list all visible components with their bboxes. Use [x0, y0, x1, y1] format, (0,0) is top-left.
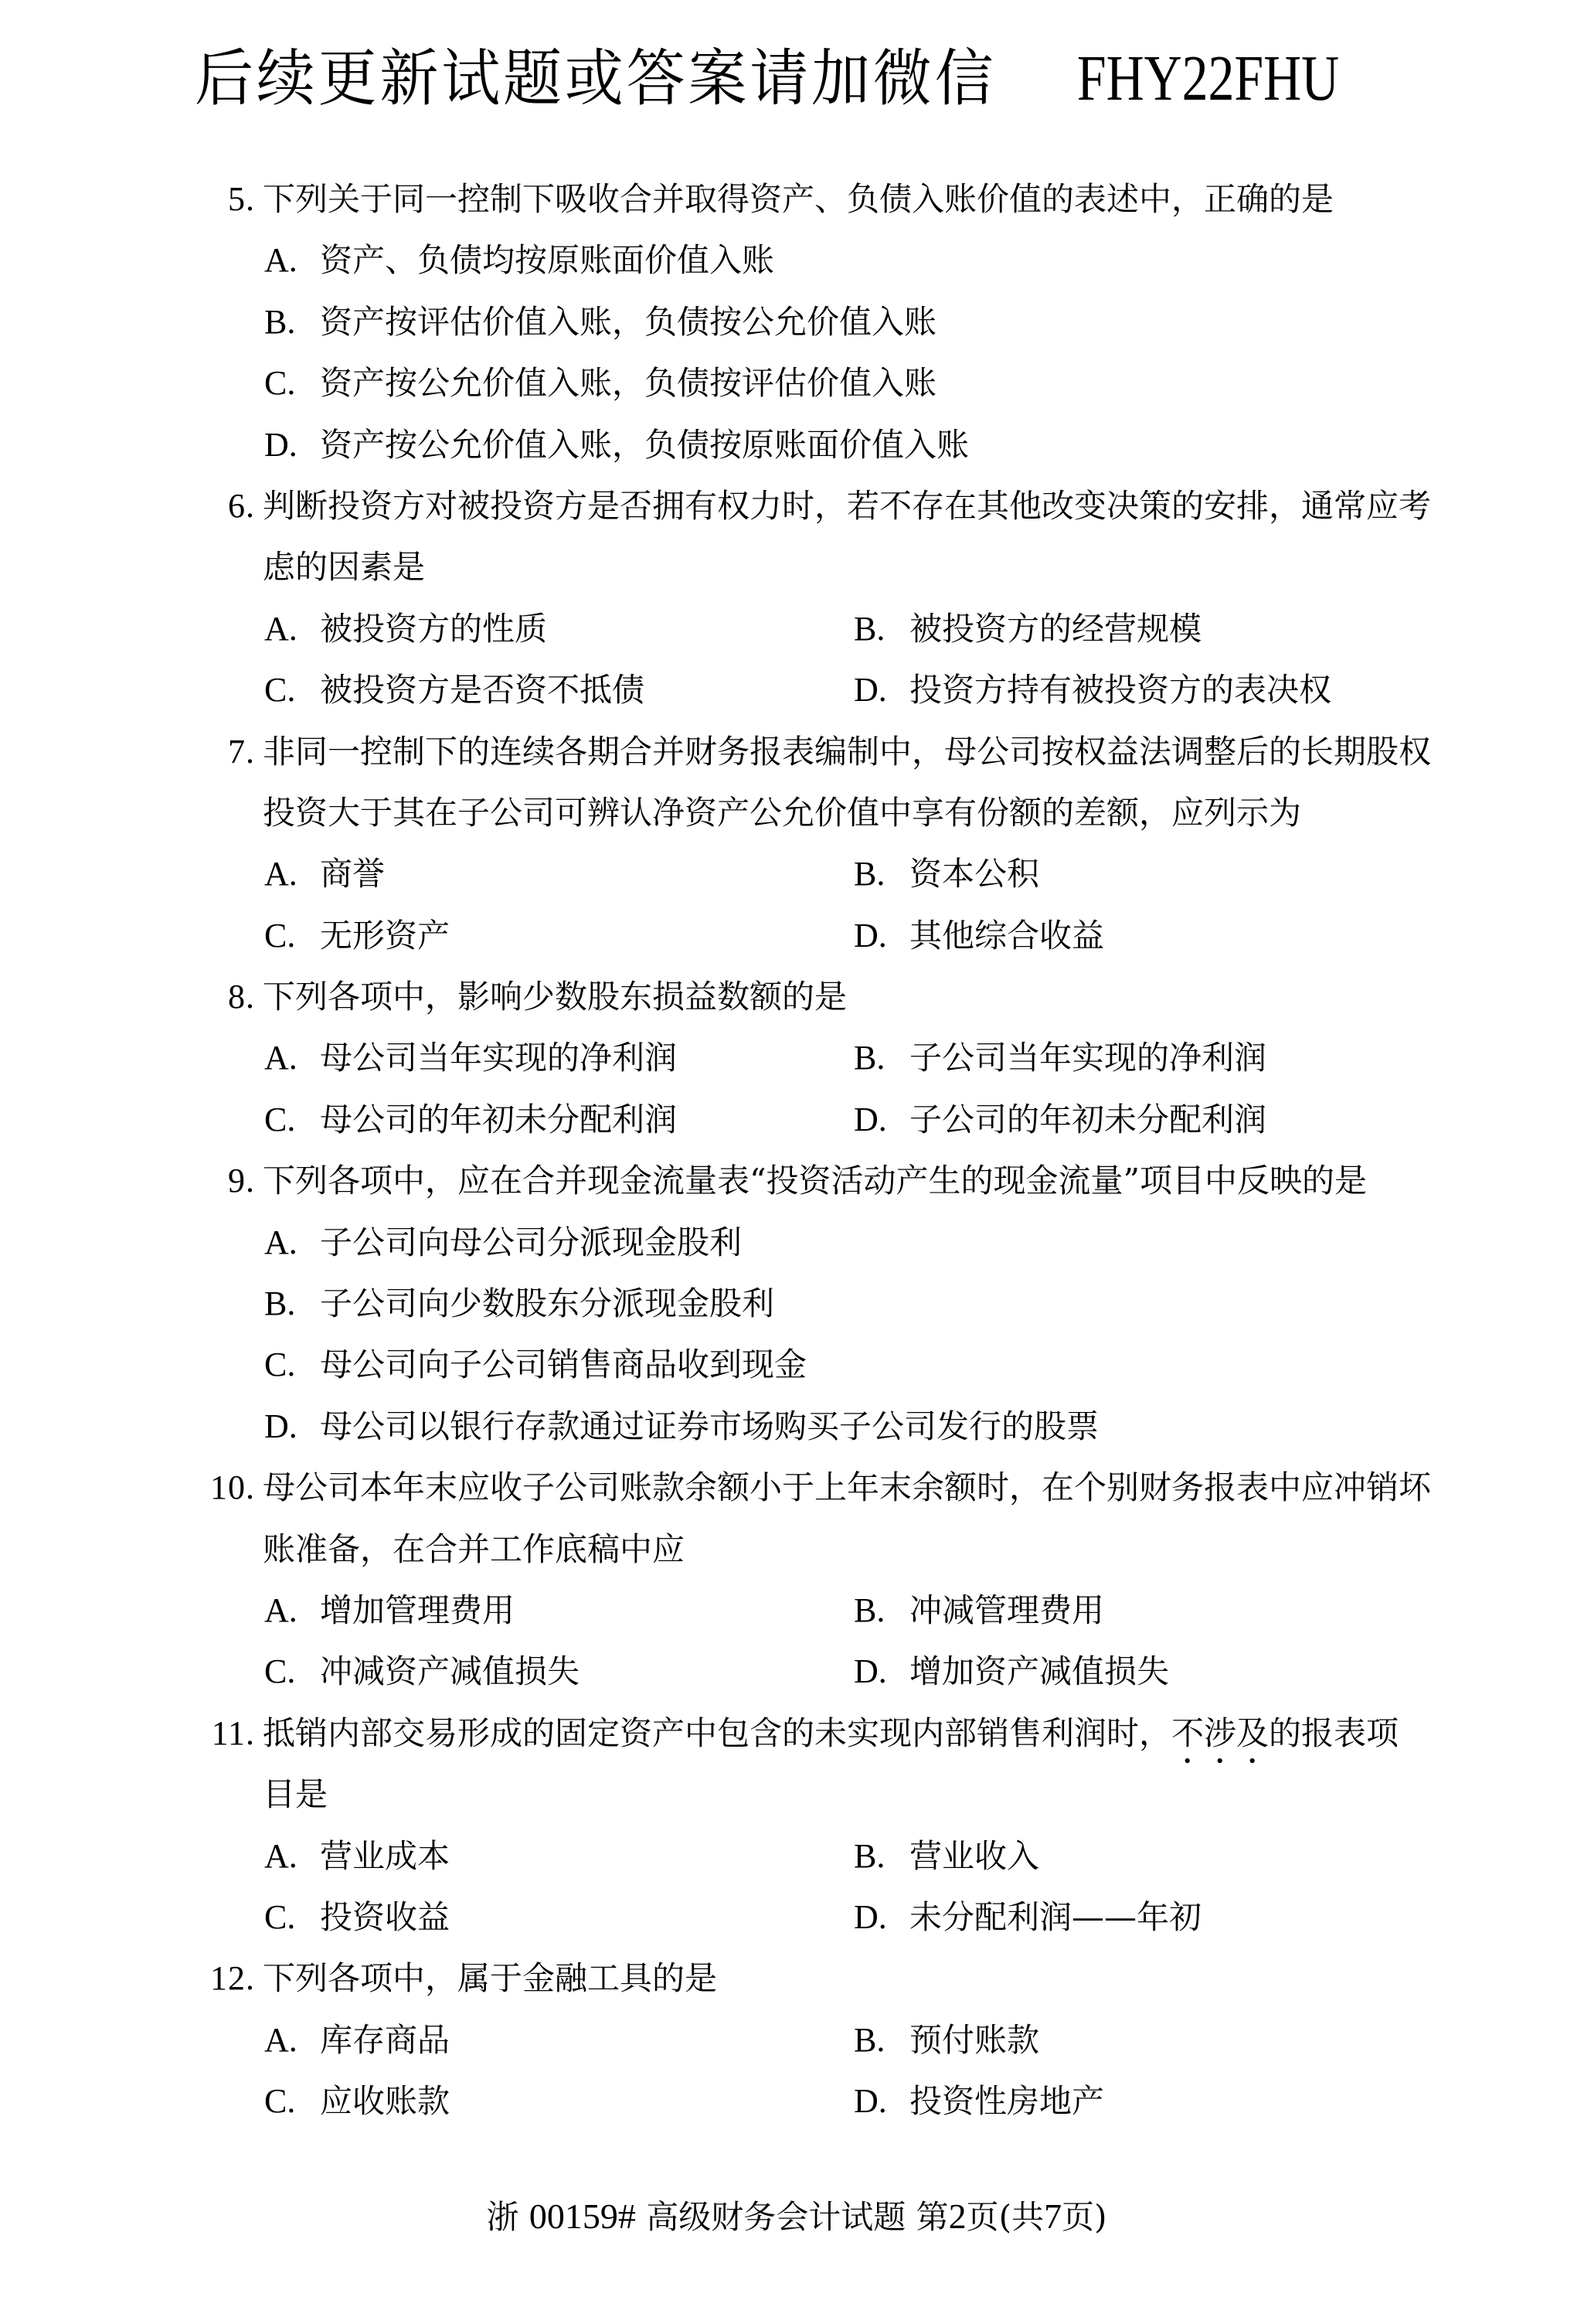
option-d — [854, 1641, 1169, 1702]
question-stem-continued: 虑的因素是 — [263, 548, 426, 587]
option-text: 库存商品 — [320, 2020, 450, 2059]
option-letter: B. — [854, 609, 885, 648]
question-12 — [0, 1948, 1584, 2009]
option-a — [264, 1027, 677, 1088]
option-text: 被投资方的经营规模 — [909, 609, 1202, 648]
option-letter: D. — [264, 1407, 297, 1445]
option-text: 母公司当年实现的净利润 — [320, 1039, 678, 1077]
option-text: 资产、负债均按原账面价值入账 — [320, 241, 775, 280]
question-number: 8. — [228, 978, 255, 1016]
option-b — [854, 598, 1202, 659]
option-text: 子公司向母公司分派现金股利 — [320, 1223, 743, 1261]
option-b — [854, 843, 1039, 904]
option-text: 投资方持有被投资方的表决权 — [909, 671, 1332, 709]
question-6 — [0, 475, 1584, 536]
option-b — [854, 1580, 1104, 1641]
option-text: 营业收入 — [909, 1836, 1040, 1875]
option-text: 未分配利润——年初 — [909, 1897, 1202, 1936]
question-9 — [0, 1150, 1584, 1211]
option-letter: C. — [264, 2082, 296, 2121]
question-number: 6. — [228, 486, 255, 525]
stem-part: 抵销内部交易形成的固定资产中包含的未实现内部销售利润时， — [263, 1713, 1172, 1752]
option-c — [264, 659, 644, 720]
option-letter: B. — [854, 1039, 885, 1077]
question-stem: 判断投资方对被投资方是否拥有权力时，若不存在其他改变决策的安排，通常应考 — [263, 486, 1432, 525]
question-10 — [0, 1457, 1584, 1518]
option-text: 子公司向少数股东分派现金股利 — [320, 1284, 775, 1323]
option-a — [264, 598, 547, 659]
option-letter: A. — [264, 1223, 297, 1261]
option-a — [264, 1212, 742, 1273]
option-d — [854, 1089, 1266, 1150]
option-c — [264, 352, 936, 413]
option-letter: D. — [854, 916, 887, 954]
question-11 — [0, 1703, 1584, 1764]
option-letter: B. — [264, 302, 296, 341]
option-text: 冲减管理费用 — [909, 1591, 1105, 1629]
option-text: 增加资产减值损失 — [909, 1652, 1170, 1691]
question-stem: 下列各项中，影响少数股东损益数额的是 — [263, 978, 848, 1016]
option-text: 投资性房地产 — [909, 2082, 1105, 2121]
option-d — [264, 414, 969, 475]
footer-course-name: 高级财务会计试题 — [646, 2198, 906, 2236]
option-letter: D. — [854, 1652, 887, 1691]
option-letter: C. — [264, 1100, 296, 1138]
option-letter: D. — [854, 1897, 887, 1936]
footer-province: 浙 — [486, 2198, 519, 2236]
option-letter: A. — [264, 609, 297, 648]
option-text: 子公司的年初未分配利润 — [909, 1100, 1267, 1138]
question-stem-continued: 投资大于其在子公司可辨认净资产公允价值中享有份额的差额，应列示为 — [263, 793, 1302, 832]
option-text: 营业成本 — [320, 1836, 450, 1875]
option-c — [264, 1641, 580, 1702]
option-b — [854, 1027, 1266, 1088]
option-letter: A. — [264, 855, 297, 893]
option-letter: C. — [264, 1897, 296, 1936]
watermark-header — [195, 40, 1340, 117]
option-letter: C. — [264, 364, 296, 403]
footer-page-total: 7 — [1044, 2196, 1062, 2236]
option-text: 资本公积 — [909, 855, 1040, 893]
option-text: 子公司当年实现的净利润 — [909, 1039, 1267, 1077]
option-text: 冲减资产减值损失 — [320, 1652, 580, 1691]
question-number: 12. — [210, 1959, 255, 1998]
option-letter: A. — [264, 1039, 297, 1077]
option-text: 母公司向子公司销售商品收到现金 — [320, 1346, 807, 1384]
emphasized-text: 不涉及 — [1171, 1713, 1270, 1752]
option-letter: D. — [854, 671, 887, 709]
question-number: 9. — [228, 1162, 255, 1200]
question-stem-continued: 目是 — [263, 1775, 328, 1814]
option-text: 资产按评估价值入账，负债按公允价值入账 — [320, 302, 937, 341]
option-b — [854, 2009, 1039, 2071]
option-text: 资产按公允价值入账，负债按原账面价值入账 — [320, 425, 970, 464]
option-letter: C. — [264, 916, 296, 954]
question-stem — [263, 1703, 1399, 1771]
option-a — [264, 1580, 515, 1641]
question-number: 10. — [210, 1468, 255, 1507]
option-d — [854, 905, 1104, 966]
footer-course-code: 00159# — [529, 2196, 636, 2236]
option-d — [854, 2071, 1104, 2132]
option-d — [854, 659, 1331, 720]
question-stem: 下列关于同一控制下吸收合并取得资产、负债入账价值的表述中，正确的是 — [263, 180, 1334, 218]
option-text: 被投资方的性质 — [320, 609, 548, 648]
option-text: 投资收益 — [320, 1897, 450, 1936]
page-footer — [0, 2193, 1584, 2241]
option-letter: A. — [264, 2020, 297, 2059]
option-a — [264, 230, 774, 291]
stem-part: 的报表项 — [1269, 1713, 1399, 1752]
option-b — [854, 1826, 1039, 1887]
option-letter: D. — [854, 1100, 887, 1138]
header-wechat-id: FHY22FHU — [1076, 43, 1340, 114]
option-b — [264, 291, 936, 352]
question-5 — [0, 168, 1584, 230]
option-c — [264, 905, 450, 966]
option-letter: A. — [264, 1591, 297, 1629]
option-letter: C. — [264, 1652, 296, 1691]
question-7 — [0, 721, 1584, 782]
option-letter: D. — [854, 2082, 887, 2121]
option-letter: A. — [264, 241, 297, 280]
option-text: 增加管理费用 — [320, 1591, 515, 1629]
option-letter: C. — [264, 1346, 296, 1384]
option-b — [264, 1273, 774, 1334]
option-a — [264, 1826, 450, 1887]
option-text: 应收账款 — [320, 2082, 450, 2121]
question-stem: 非同一控制下的连续各期合并财务报表编制中，母公司按权益法调整后的长期股权 — [263, 732, 1432, 771]
question-stem: 母公司本年末应收子公司账款余额小于上年末余额时，在个别财务报表中应冲销坏 — [263, 1468, 1432, 1507]
question-stem-continued: 账准备，在合并工作底稿中应 — [263, 1529, 685, 1568]
option-a — [264, 843, 385, 904]
option-letter: B. — [854, 1591, 885, 1629]
footer-page-current: 2 — [948, 2196, 967, 2236]
option-c — [264, 2071, 450, 2132]
option-text: 母公司的年初未分配利润 — [320, 1100, 678, 1138]
option-letter: D. — [264, 425, 297, 464]
option-text: 母公司以银行存款通过证券市场购买子公司发行的股票 — [320, 1407, 1100, 1445]
option-text: 无形资产 — [320, 916, 450, 954]
option-letter: B. — [854, 1836, 885, 1875]
footer-page-mid: 页(共 — [966, 2198, 1045, 2236]
option-letter: B. — [854, 855, 885, 893]
header-notice: 后续更新试题或答案请加微信 — [195, 43, 997, 114]
footer-page-prefix: 第 — [916, 2198, 949, 2236]
question-stem: 下列各项中，属于金融工具的是 — [263, 1959, 718, 1998]
option-d — [854, 1887, 1202, 1948]
option-letter: B. — [854, 2020, 885, 2059]
option-letter: B. — [264, 1284, 296, 1323]
question-number: 5. — [228, 180, 255, 218]
question-stem: 下列各项中，应在合并现金流量表“投资活动产生的现金流量”项目中反映的是 — [263, 1162, 1367, 1200]
option-text: 预付账款 — [909, 2020, 1040, 2059]
option-text: 商誉 — [320, 855, 386, 893]
option-letter: C. — [264, 671, 296, 709]
option-c — [264, 1089, 677, 1150]
option-c — [264, 1334, 807, 1395]
option-letter: A. — [264, 1836, 297, 1875]
option-d — [264, 1396, 1099, 1457]
option-c — [264, 1887, 450, 1948]
option-a — [264, 2009, 450, 2071]
option-text: 被投资方是否资不抵债 — [320, 671, 645, 709]
question-list — [0, 168, 1584, 2132]
option-text: 资产按公允价值入账，负债按评估价值入账 — [320, 364, 937, 403]
question-number: 11. — [211, 1713, 255, 1752]
option-text: 其他综合收益 — [909, 916, 1105, 954]
question-number: 7. — [228, 732, 255, 771]
question-8 — [0, 966, 1584, 1027]
footer-page-suffix: 页) — [1062, 2198, 1107, 2236]
